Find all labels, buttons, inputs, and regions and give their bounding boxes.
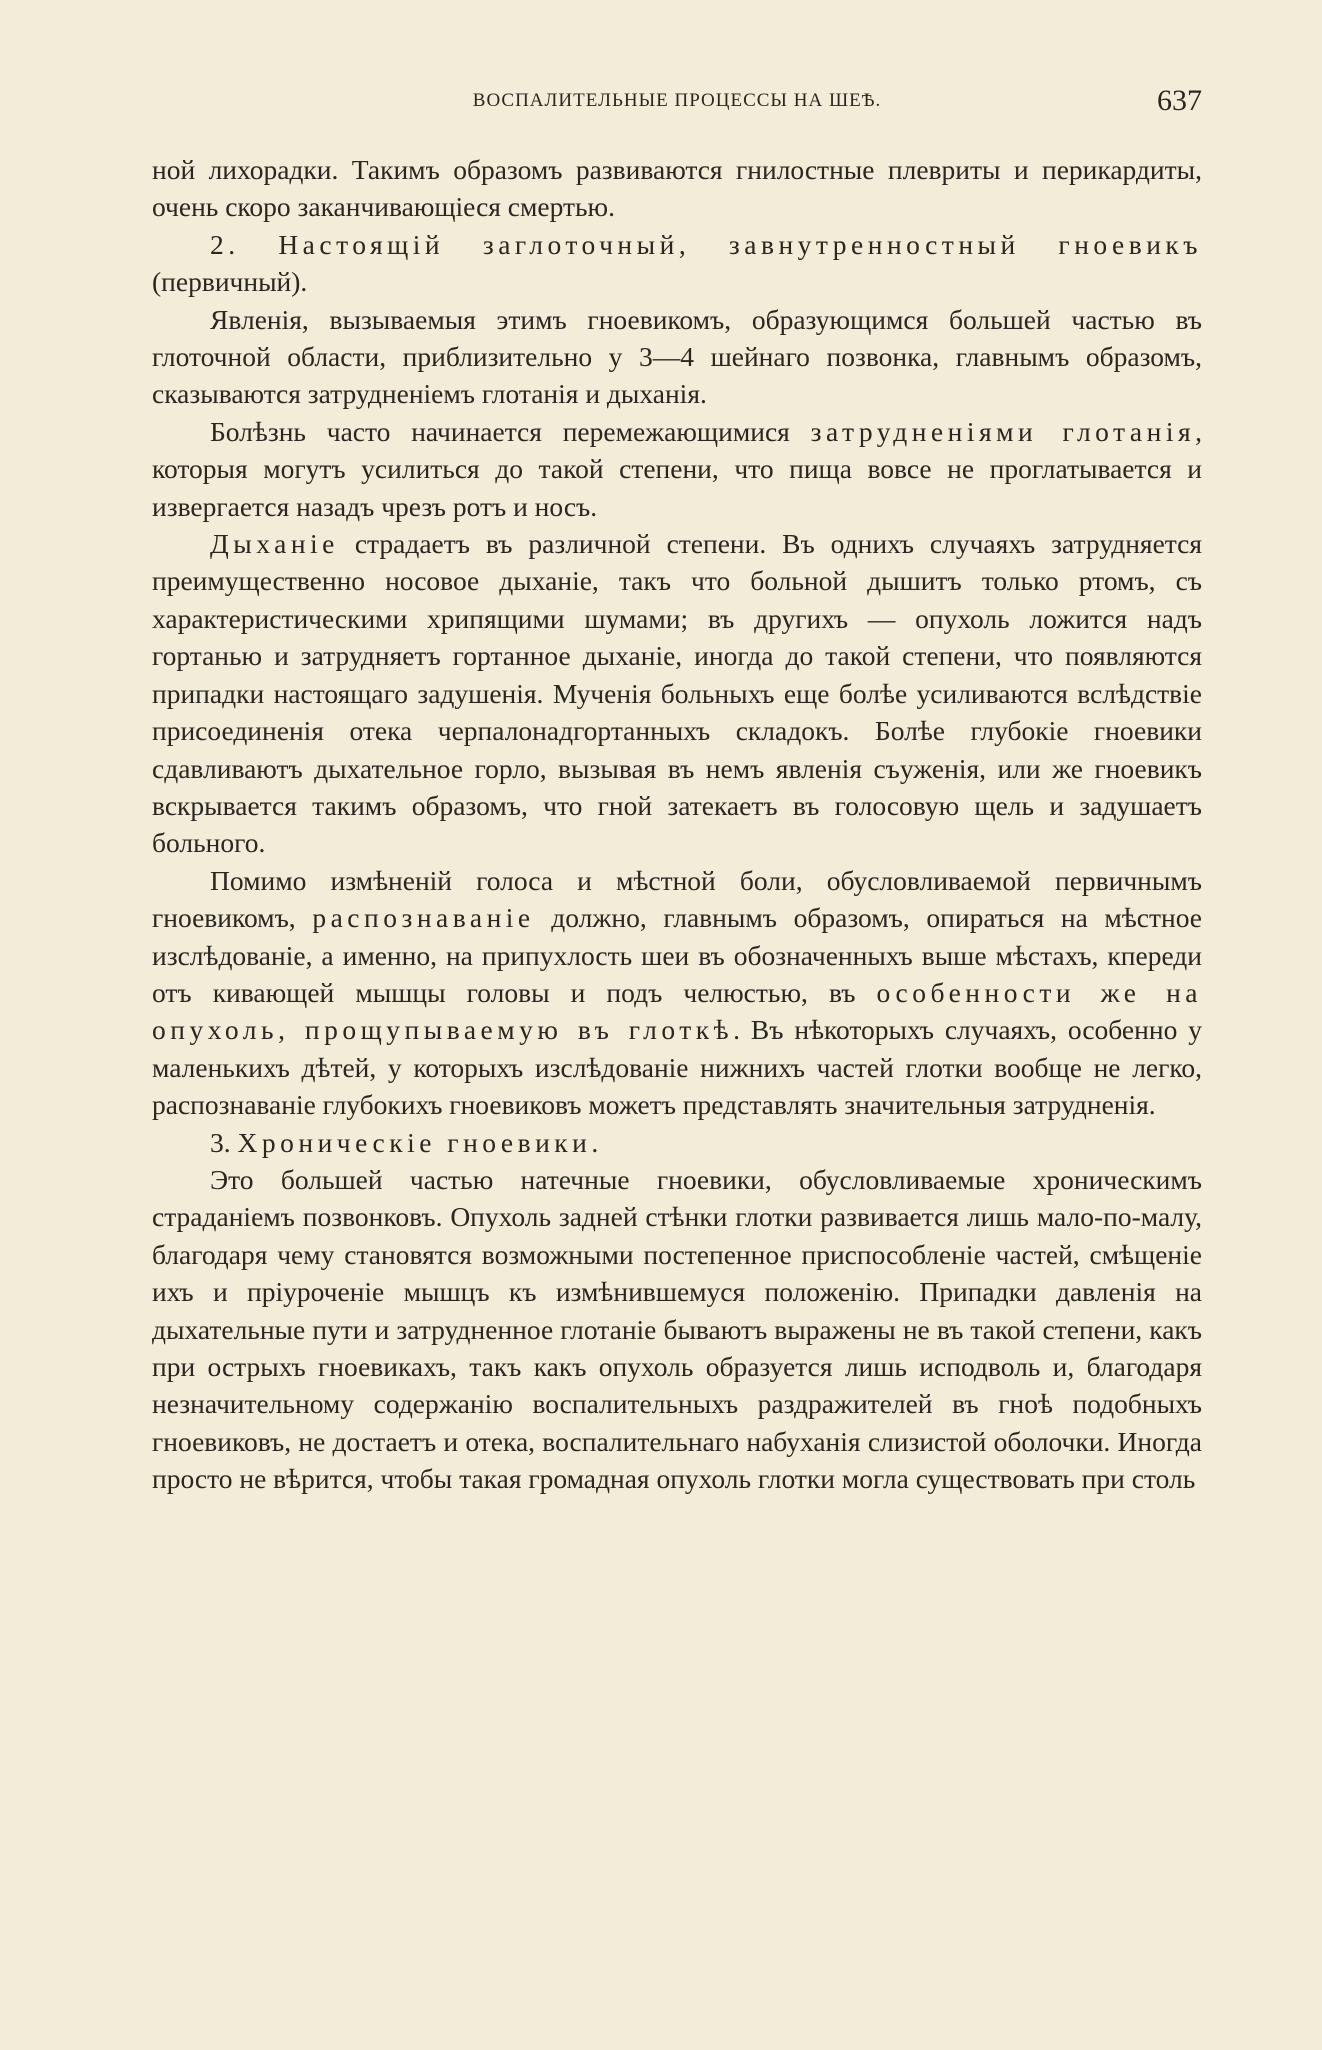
text-run: Помимо измѣненій голоса и мѣстной боли, обусловливаемой первичнымъ гноевикомъ,: [152, 864, 1202, 934]
paragraph-symptoms: Явленія, вызываемыя этимъ гноевикомъ, образующимся большей частью въ глоточной области, приблизительно у 3—4 шейнаго позвонка, главнымъ образомъ, сказываются затрудненіемъ глотанія и дыханія.: [152, 303, 1202, 410]
section-heading-3: [152, 1124, 1202, 1161]
text-run: должно, главнымъ образомъ, опираться на мѣстное изслѣдованіе, а именно, на припухлость шеи въ обозначенныхъ выше мѣстахъ, кпереди отъ кивающей мышцы головы и подъ челюстью, въ: [152, 902, 1202, 1008]
body-text: [152, 151, 1202, 1498]
page-header: [152, 84, 1202, 124]
text-run: 3.: [210, 1126, 238, 1158]
section-heading-2-tail: (первичный).: [152, 266, 308, 298]
text-run: , которыя могутъ усилиться до такой степени, что пища вовсе не проглатывается и извергается назадъ чрезъ ротъ и носъ.: [152, 415, 1202, 522]
paragraph-breathing: [152, 525, 1202, 862]
paragraph-swallowing: [152, 413, 1202, 525]
paragraph-diagnosis: [152, 862, 1202, 1124]
page-number: 637: [1157, 84, 1202, 117]
running-head: ВОСПАЛИТЕЛЬНЫЕ ПРОЦЕССЫ НА ШЕѢ.: [472, 90, 882, 111]
paragraph-chronic: Это большей частью натечные гноевики, обусловливаемые хроническимъ страданіемъ позвонковъ. Опухоль задней стѣнки глотки развивается лишь мало-по-малу, благодаря чему становятся возможными постепенное приспособленіе частей, смѣщеніе ихъ и пріуроченіе мышцъ къ измѣнившемуся положенію. Припадки давленія на дыхательные пути и затрудненное глотаніе бываютъ выражены не въ такой степени, какъ при острыхъ гноевикахъ, такъ какъ опухоль образуется лишь исподволь и, благодаря незначительному содержанію воспалительныхъ раздражителей въ гноѣ подобныхъ гноевиковъ, не достаетъ и отека, воспалительнаго набуханія слизистой оболочки. Иногда просто не вѣрится, чтобы такая громадная опухоль глотки могла существовать при столь: [152, 1163, 1202, 1495]
text-run: Болѣзнь часто начинается перемежающимися: [210, 415, 811, 447]
section-heading-2-spaced: 2. Настоящій заглоточный, завнутренностный гноевикъ: [210, 228, 1202, 260]
section-heading-2: [152, 226, 1202, 301]
emphasis-breathing: Дыханіе: [210, 528, 339, 560]
text-run: . Въ нѣкоторыхъ случаяхъ, особенно у маленькихъ дѣтей, у которыхъ изслѣдованіе нижнихъ частей глотки вообще не легко, распознаваніе глубокихъ гноевиковъ можетъ представлять значительныя затрудненія.: [152, 1014, 1202, 1121]
emphasis-palpation: особенности же на опухоль, прощупываемую въ глоткѣ: [152, 976, 1202, 1046]
text-run: страдаетъ въ различной степени. Въ однихъ случаяхъ затрудняется преимущественно носовое дыханіе, такъ что больной дышитъ только ртомъ, съ характеристическими хрипящими шумами; въ другихъ — опухоль ложится надъ гортанью и затрудняетъ гортанное дыханіе, иногда до такой степени, что появляются припадки настоящаго задушенія. Мученія больныхъ еще болѣе усиливаются вслѣдствіе присоединенія отека черпалонадгортанныхъ складокъ. Болѣе глубокіе гноевики сдавливаютъ дыхательное горло, вызывая въ немъ явленія съуженія, или же гноевикъ вскрывается такимъ образомъ, что гной затекаетъ въ голосовую щель и задушаетъ больного.: [152, 528, 1202, 859]
text-run: .: [591, 1126, 599, 1158]
emphasis-diagnosis: распознаваніе: [312, 902, 535, 934]
section-heading-3-spaced: Хроническіе гноевики: [237, 1126, 592, 1158]
paragraph-continuation: ной лихорадки. Такимъ образомъ развиваются гнилостные плевриты и перикардиты, очень скоро заканчивающіеся смертью.: [152, 154, 1202, 223]
emphasis-swallowing: затрудненіями глотанія: [810, 415, 1196, 447]
